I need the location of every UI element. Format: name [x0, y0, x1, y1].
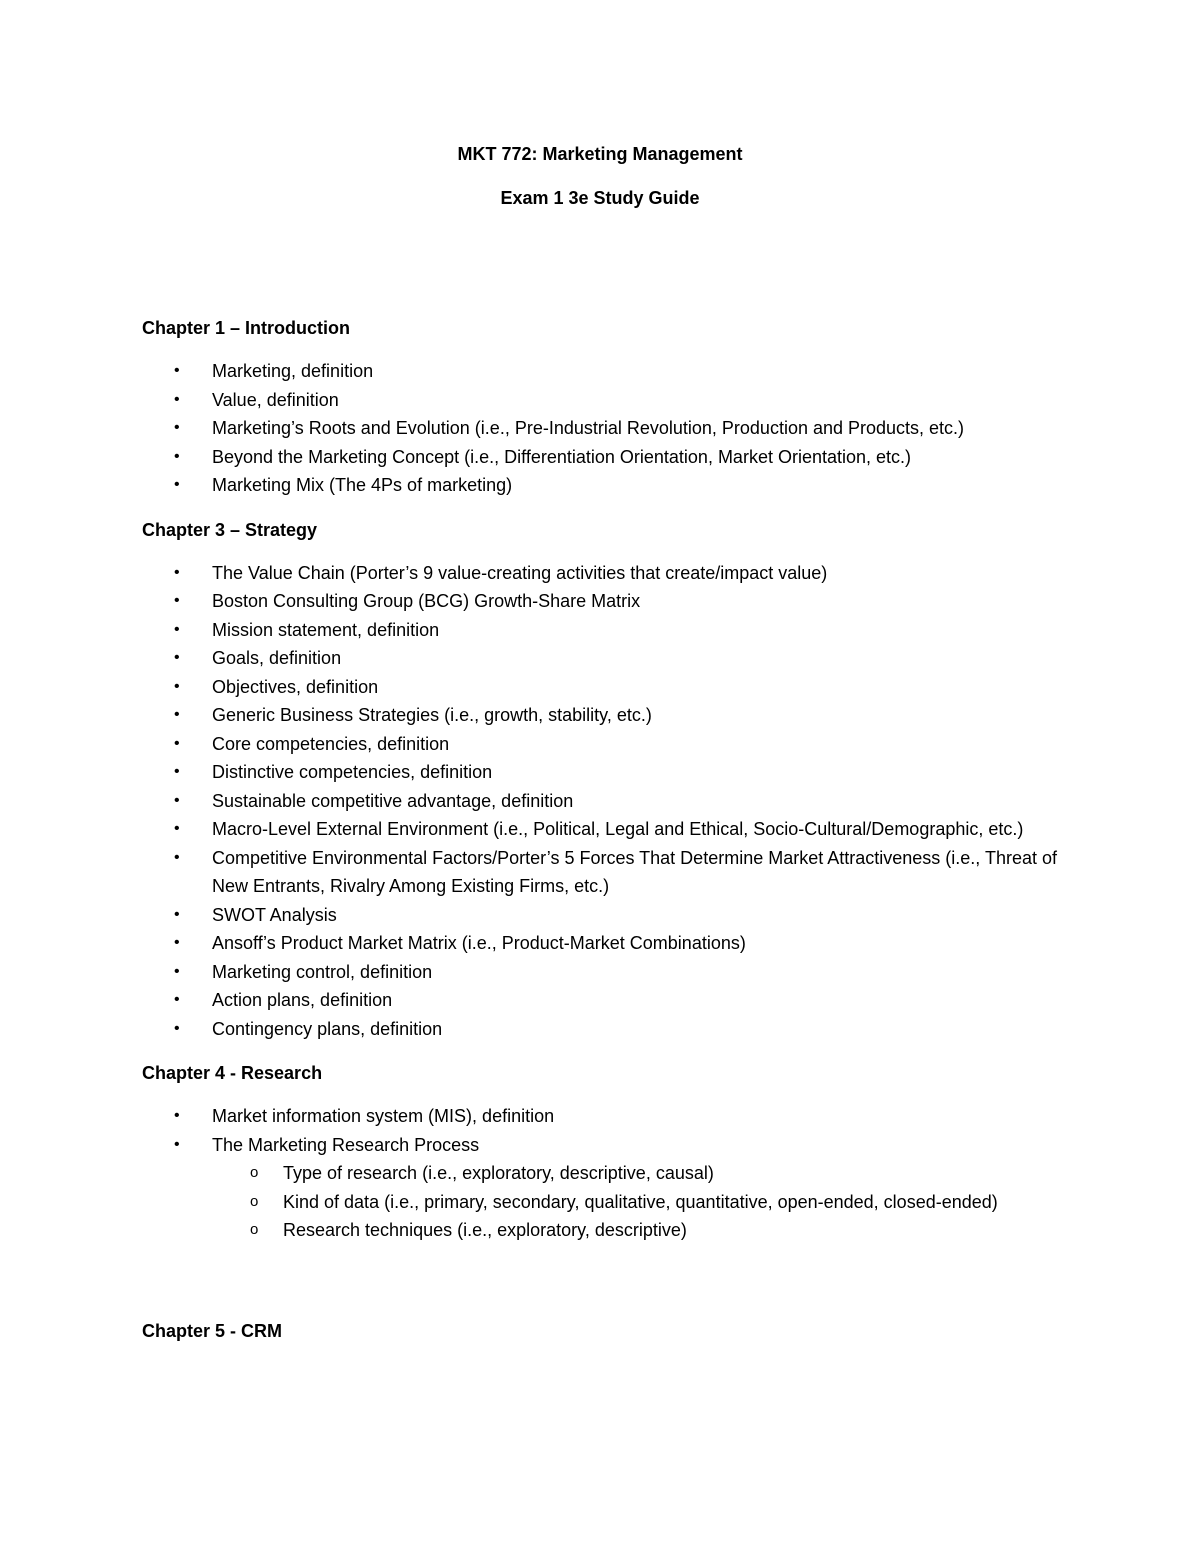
sub-list-item — [142, 1159, 1013, 1188]
list-item-text: Value, definition — [212, 389, 339, 410]
document-subtitle: Exam 1 3e Study Guide — [500, 188, 700, 208]
chapter-heading: Chapter 3 – Strategy — [142, 519, 318, 540]
list-item-text: Beyond the Marketing Concept (i.e., Differentiation Orientation, Market Orientation, etc.) — [212, 446, 912, 467]
list-item-text: Ansoff’s Product Market Matrix (i.e., Product-Market Combinations) — [212, 933, 746, 953]
circle-bullet-icon: o — [250, 1164, 259, 1181]
bullet-icon: • — [174, 791, 180, 809]
chapter-5-section — [142, 1317, 1058, 1345]
bullet-icon: • — [174, 563, 180, 581]
bullet-icon: • — [174, 934, 180, 951]
list-item-text: Distinctive competencies, definition — [212, 762, 493, 782]
list-item — [142, 386, 1058, 415]
bullet-icon: • — [174, 962, 180, 980]
list-item-text: The Marketing Research Process — [212, 1134, 480, 1155]
sub-list-item-text: Type of research (i.e., exploratory, descriptive, causal) — [283, 1163, 714, 1183]
list-item — [142, 701, 1058, 730]
list-item — [142, 901, 1058, 930]
bullet-icon: • — [174, 763, 180, 780]
list-item — [142, 644, 1058, 673]
bullet-icon: • — [174, 592, 180, 609]
list-item-text: Macro-Level External Environment (i.e., Political, Legal and Ethical, Socio-Cultural/Demographic, etc.) — [212, 819, 1024, 839]
list-item-text: Sustainable competitive advantage, definition — [212, 790, 574, 811]
chapter-heading: Chapter 4 - Research — [142, 1063, 323, 1083]
list-item-text: Generic Business Strategies (i.e., growth, stability, etc.) — [212, 705, 652, 725]
bullet-icon: • — [174, 362, 180, 379]
list-item — [142, 587, 1058, 616]
list-item — [142, 673, 1058, 702]
list-item — [142, 616, 1058, 645]
list-item — [142, 815, 1058, 844]
list-item — [142, 1015, 1058, 1044]
list-item — [142, 929, 1058, 958]
list-item — [142, 559, 1058, 588]
sub-list-item — [142, 1188, 1013, 1217]
list-item-text: The Value Chain (Porter’s 9 value-creating activities that create/impact value) — [212, 562, 828, 583]
bullet-icon: • — [174, 820, 180, 837]
list-item — [142, 958, 1058, 987]
list-item — [142, 1102, 1058, 1131]
bullet-list — [142, 559, 1058, 1044]
bullet-icon: • — [174, 447, 180, 465]
list-item-text: Mission statement, definition — [212, 619, 440, 640]
list-item — [142, 986, 1058, 1015]
sub-list-item-text: Research techniques (i.e., exploratory, descriptive) — [283, 1220, 687, 1240]
bullet-icon: • — [174, 905, 180, 923]
list-item — [142, 844, 1058, 901]
bullet-icon: • — [174, 677, 180, 695]
bullet-icon: • — [174, 734, 180, 752]
list-item-text: Boston Consulting Group (BCG) Growth-Share Matrix — [212, 591, 641, 611]
list-item-text: Marketing, definition — [212, 361, 374, 381]
list-item — [142, 471, 1058, 500]
list-item — [142, 414, 1058, 443]
bullet-icon: • — [174, 1019, 180, 1037]
list-item-text: Objectives, definition — [212, 676, 379, 697]
chapter-4-section — [142, 1059, 1058, 1245]
list-item-text: Contingency plans, definition — [212, 1018, 443, 1039]
list-item-text: Marketing’s Roots and Evolution (i.e., Pre-Industrial Revolution, Production and Products, etc.) — [212, 418, 965, 438]
document-title: MKT 772: Marketing Management — [457, 144, 743, 164]
bullet-icon: • — [174, 1135, 180, 1153]
bullet-icon: • — [174, 649, 180, 666]
circle-bullet-icon: o — [250, 1192, 259, 1210]
list-item-text: Competitive Environmental Factors/Porter’s 5 Forces That Determine Market Attractiveness (i.e., Threat of New Entrants, Rivalry Among Existing Firms, etc.) — [212, 847, 1057, 896]
list-item-text: Goals, definition — [212, 648, 342, 668]
bullet-icon: • — [174, 991, 180, 1008]
chapter-1-section — [142, 314, 1058, 500]
bullet-icon: • — [174, 1107, 180, 1124]
list-item-text: Core competencies, definition — [212, 733, 450, 754]
list-item-text: Action plans, definition — [212, 990, 393, 1010]
list-item-text: Market information system (MIS), definition — [212, 1106, 555, 1126]
chapter-3-section — [142, 516, 1058, 1044]
chapter-heading: Chapter 5 - CRM — [142, 1320, 283, 1341]
bullet-icon: • — [174, 706, 180, 723]
sub-bullet-list — [142, 1159, 1058, 1245]
chapter-heading: Chapter 1 – Introduction — [142, 318, 351, 338]
bullet-icon: • — [174, 620, 180, 638]
list-item-text: SWOT Analysis — [212, 904, 337, 925]
list-item-text: Marketing control, definition — [212, 961, 433, 982]
bullet-list — [142, 357, 1058, 500]
list-item — [142, 730, 1058, 759]
list-item-text: Marketing Mix (The 4Ps of marketing) — [212, 475, 513, 495]
bullet-icon: • — [174, 390, 180, 408]
bullet-icon: • — [174, 419, 180, 436]
list-item — [142, 758, 1058, 787]
bullet-list — [142, 1102, 1058, 1159]
list-item — [142, 443, 1058, 472]
sub-list-item-text: Kind of data (i.e., primary, secondary, qualitative, quantitative, open-ended, closed-ended) — [283, 1191, 998, 1212]
bullet-icon: • — [174, 476, 180, 493]
list-item — [142, 357, 1058, 386]
sub-list-item — [142, 1216, 1013, 1245]
list-item — [142, 787, 1058, 816]
circle-bullet-icon: o — [250, 1221, 259, 1238]
bullet-icon: • — [174, 848, 180, 866]
list-item — [142, 1131, 1058, 1160]
